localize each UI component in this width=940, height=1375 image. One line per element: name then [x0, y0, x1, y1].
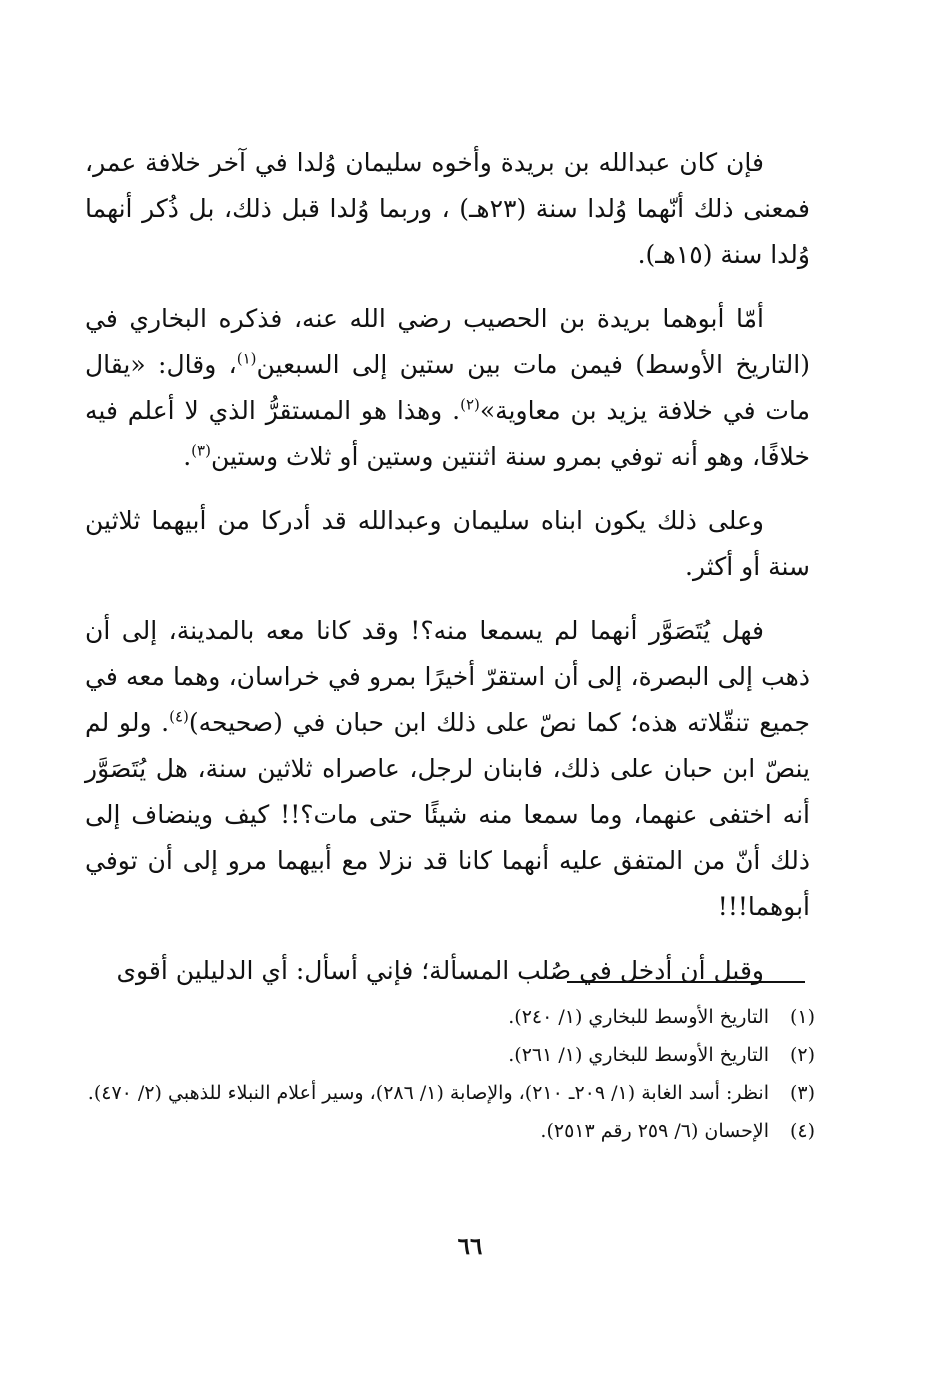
footnote-number: (٢) [789, 1044, 815, 1066]
footnote-number: (٤) [789, 1120, 815, 1142]
paragraph-text: ، وقال: «يقال مات في خلافة يزيد بن معاوية» [85, 350, 810, 425]
footnote-text: التاريخ الأوسط للبخاري (١/ ٢٤٠). [508, 1006, 769, 1028]
footnote-1 [80, 998, 815, 1036]
footnote-3 [80, 1074, 815, 1112]
paragraph-5 [85, 948, 810, 994]
footnote-divider [567, 981, 805, 983]
paragraph-text: . [183, 442, 192, 471]
footnote-ref-2[interactable]: (٢) [460, 395, 480, 414]
footnote-4 [80, 1112, 815, 1150]
footnote-ref-1[interactable]: (١) [236, 349, 257, 368]
footnote-text: التاريخ الأوسط للبخاري (١/ ٢٦١). [508, 1044, 769, 1066]
footnote-text: الإحسان (٦/ ٢٥٩ رقم ٢٥١٣). [540, 1120, 769, 1142]
paragraph-text: فهل يُتَصَوَّر أنهما لم يسمعا منه؟! وقد كانا معه بالمدينة، إلى أن ذهب إلى البصرة، إلى أن استقرّ أخيرًا بمرو في خراسان، وهما معه في جميع تنقّلاته هذه؛ كما نصّ على ذلك ابن حبان في (صحيحه) [85, 616, 810, 737]
footnote-ref-4[interactable]: (٤) [169, 707, 189, 726]
paragraph-text: وقبل أن أدخل في صُلب المسألة؛ فإني أسأل: أي الدليلين أقوى [116, 956, 764, 985]
paragraph-text: . ولو لم ينصّ ابن حبان على ذلك، فابنان لرجل، عاصراه ثلاثين سنة، هل يُتَصَوَّر أنه اختفى عنهما، وما سمعا منه شيئًا حتى مات؟!! كيف وينضاف إلى ذلك أنّ من المتفق عليه أنهما كانا قد نزلا مع أبيهما مرو إلى أن توفي أبوهما!!! [85, 708, 810, 921]
footnote-2 [80, 1036, 815, 1074]
paragraph-text: أمّا أبوهما بريدة بن الحصيب رضي الله عنه، فذكره البخاري في (التاريخ الأوسط) فيمن مات بين ستين إلى السبعين [85, 304, 810, 379]
paragraph-text: فإن كان عبدالله بن بريدة وأخوه سليمان وُلدا في آخر خلافة عمر، فمعنى ذلك أنّهما وُلدا سنة (٢٣هـ) ، وربما وُلدا قبل ذلك، بل ذُكر أنهما وُلدا سنة (١٥هـ). [85, 148, 810, 269]
page-number: ٦٦ [457, 1233, 483, 1260]
footnote-number: (٣) [789, 1082, 815, 1104]
paragraph-4 [85, 608, 810, 930]
footnotes [80, 998, 815, 1150]
footnote-number: (١) [789, 1006, 815, 1028]
paragraph-3 [85, 498, 810, 590]
paragraph-text: . وهذا هو المستقرُّ الذي لا أعلم فيه خلافًا، وهو أنه توفي بمرو سنة اثنتين وستين أو ثلاث وستين [85, 396, 810, 471]
paragraph-text: وعلى ذلك يكون ابناه سليمان وعبدالله قد أدركا من أبيهما ثلاثين سنة أو أكثر. [85, 506, 810, 581]
footnote-text: انظر: أسد الغابة (١/ ٢٠٩ـ ٢١٠)، والإصابة (١/ ٢٨٦)، وسير أعلام النبلاء للذهبي (٢/ ٤٧٠). [87, 1082, 769, 1104]
main-text [85, 140, 810, 994]
paragraph-1 [85, 140, 810, 278]
paragraph-2 [85, 296, 810, 480]
footnote-ref-3[interactable]: (٣) [191, 441, 211, 460]
